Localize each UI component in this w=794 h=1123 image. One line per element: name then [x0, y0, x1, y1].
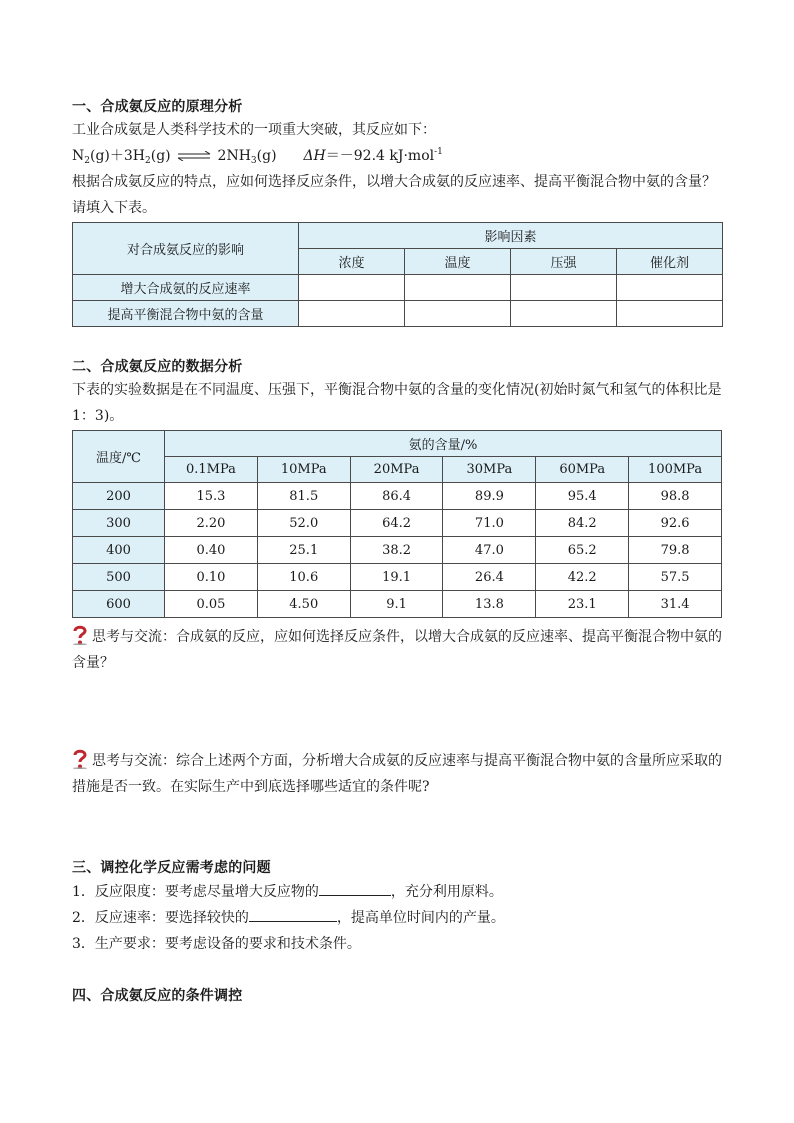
- ammonia-value-cell: 15.3: [165, 483, 258, 510]
- ammonia-value-cell: 9.1: [350, 591, 443, 618]
- temperature-cell: 500: [73, 564, 165, 591]
- think-exchange-1: 思考与交流：合成氨的反应，应如何选择反应条件，以增大合成氨的反应速率、提高平衡混合物中氨的含量？: [72, 624, 722, 676]
- answer-cell[interactable]: [405, 275, 511, 301]
- section1-intro: 工业合成氨是人类科学技术的一项重大突破，其反应如下：: [72, 122, 436, 138]
- section2-intro: 下表的实验数据是在不同温度、压强下，平衡混合物中氨的含量的变化情况(初始时氮气和氢气的体积比是1：3)。: [72, 382, 722, 424]
- answer-cell[interactable]: [405, 301, 511, 327]
- table-row: [73, 564, 722, 591]
- list-item: 2．反应速率：要选择较快的 ，提高单位时间内的产量。: [72, 905, 505, 931]
- table2-corner: 温度/℃: [73, 431, 165, 483]
- answer-cell[interactable]: [299, 275, 405, 301]
- ammonia-value-cell: 65.2: [536, 537, 629, 564]
- question-mark-icon: [72, 625, 88, 645]
- section1-question: 根据合成氨反应的特点，应如何选择反应条件，以增大合成氨的反应速率、提高平衡混合物中氨的含量？请填入下表。: [72, 174, 716, 216]
- ammonia-value-cell: 86.4: [350, 483, 443, 510]
- ammonia-value-cell: 31.4: [629, 591, 722, 618]
- answer-cell[interactable]: [511, 301, 617, 327]
- ammonia-value-cell: 25.1: [257, 537, 350, 564]
- ammonia-value-cell: 0.40: [165, 537, 258, 564]
- ammonia-value-cell: 98.8: [629, 483, 722, 510]
- table1-group-header: 影响因素: [299, 223, 723, 249]
- answer-cell[interactable]: [617, 275, 723, 301]
- answer-cell[interactable]: [299, 301, 405, 327]
- section4-heading: 四、合成氨反应的条件调控: [72, 988, 243, 1004]
- ammonia-value-cell: 84.2: [536, 510, 629, 537]
- table-row: [73, 591, 722, 618]
- temperature-cell: 600: [73, 591, 165, 618]
- section1-heading: 一、合成氨反应的原理分析: [72, 99, 243, 115]
- ammonia-value-cell: 95.4: [536, 483, 629, 510]
- table2-group-header: 氨的含量/%: [165, 431, 722, 457]
- list-item: 1．反应限度：要考虑尽量增大反应物的 ，充分利用原料。: [72, 879, 503, 905]
- pressure-header: 60MPa: [536, 457, 629, 483]
- ammonia-value-cell: 79.8: [629, 537, 722, 564]
- temperature-cell: 300: [73, 510, 165, 537]
- ammonia-value-cell: 89.9: [443, 483, 536, 510]
- list-item: 3．生产要求：要考虑设备的要求和技术条件。: [72, 936, 361, 952]
- pressure-header: 30MPa: [443, 457, 536, 483]
- ammonia-value-cell: 23.1: [536, 591, 629, 618]
- ammonia-value-cell: 64.2: [350, 510, 443, 537]
- ammonia-value-cell: 26.4: [443, 564, 536, 591]
- ammonia-value-cell: 0.05: [165, 591, 258, 618]
- section3-heading: 三、调控化学反应需考虑的问题: [72, 860, 271, 876]
- equilibrium-arrow-icon: [177, 151, 211, 161]
- table1-col-header: 温度: [405, 249, 511, 275]
- ammonia-value-cell: 52.0: [257, 510, 350, 537]
- think-exchange-2: 思考与交流：综合上述两个方面，分析增大合成氨的反应速率与提高平衡混合物中氨的含量所应采取的措施是否一致。在实际生产中到底选择哪些适宜的条件呢?: [72, 748, 722, 800]
- ammonia-value-cell: 13.8: [443, 591, 536, 618]
- ammonia-value-cell: 38.2: [350, 537, 443, 564]
- question-mark-icon: [72, 749, 88, 769]
- table-row: [73, 510, 722, 537]
- answer-cell[interactable]: [617, 301, 723, 327]
- ammonia-value-cell: 19.1: [350, 564, 443, 591]
- ammonia-value-cell: 71.0: [443, 510, 536, 537]
- section2-heading: 二、合成氨反应的数据分析: [72, 359, 243, 375]
- table1-col-header: 压强: [511, 249, 617, 275]
- table1-row-header: 提高平衡混合物中氨的含量: [73, 301, 299, 327]
- table-row: [73, 537, 722, 564]
- ammonia-value-cell: 0.10: [165, 564, 258, 591]
- reaction-equation: $N_2(g)+3H_2(g)$ $2NH_3(g)$ ΔH＝－92.4 kJ·mol$^{-1}$: [72, 147, 443, 166]
- ammonia-value-cell: 42.2: [536, 564, 629, 591]
- ammonia-value-cell: 92.6: [629, 510, 722, 537]
- pressure-header: 10MPa: [257, 457, 350, 483]
- pressure-header: 100MPa: [629, 457, 722, 483]
- ammonia-value-cell: 2.20: [165, 510, 258, 537]
- table-row: [73, 275, 723, 301]
- table1-corner: 对合成氨反应的影响: [73, 223, 299, 275]
- answer-cell[interactable]: [511, 275, 617, 301]
- fill-blank-1[interactable]: [319, 881, 391, 896]
- table1-col-header: 浓度: [299, 249, 405, 275]
- pressure-header: 20MPa: [350, 457, 443, 483]
- table1-col-header: 催化剂: [617, 249, 723, 275]
- pressure-header: 0.1MPa: [165, 457, 258, 483]
- table-row: [73, 483, 722, 510]
- ammonia-value-cell: 4.50: [257, 591, 350, 618]
- ammonia-value-cell: 10.6: [257, 564, 350, 591]
- influence-factor-table: [72, 222, 723, 327]
- ammonia-value-cell: 47.0: [443, 537, 536, 564]
- ammonia-value-cell: 57.5: [629, 564, 722, 591]
- table-row: [73, 301, 723, 327]
- fill-blank-2[interactable]: [249, 907, 337, 922]
- table1-row-header: 增大合成氨的反应速率: [73, 275, 299, 301]
- ammonia-value-cell: 81.5: [257, 483, 350, 510]
- ammonia-content-table: [72, 430, 722, 618]
- temperature-cell: 400: [73, 537, 165, 564]
- temperature-cell: 200: [73, 483, 165, 510]
